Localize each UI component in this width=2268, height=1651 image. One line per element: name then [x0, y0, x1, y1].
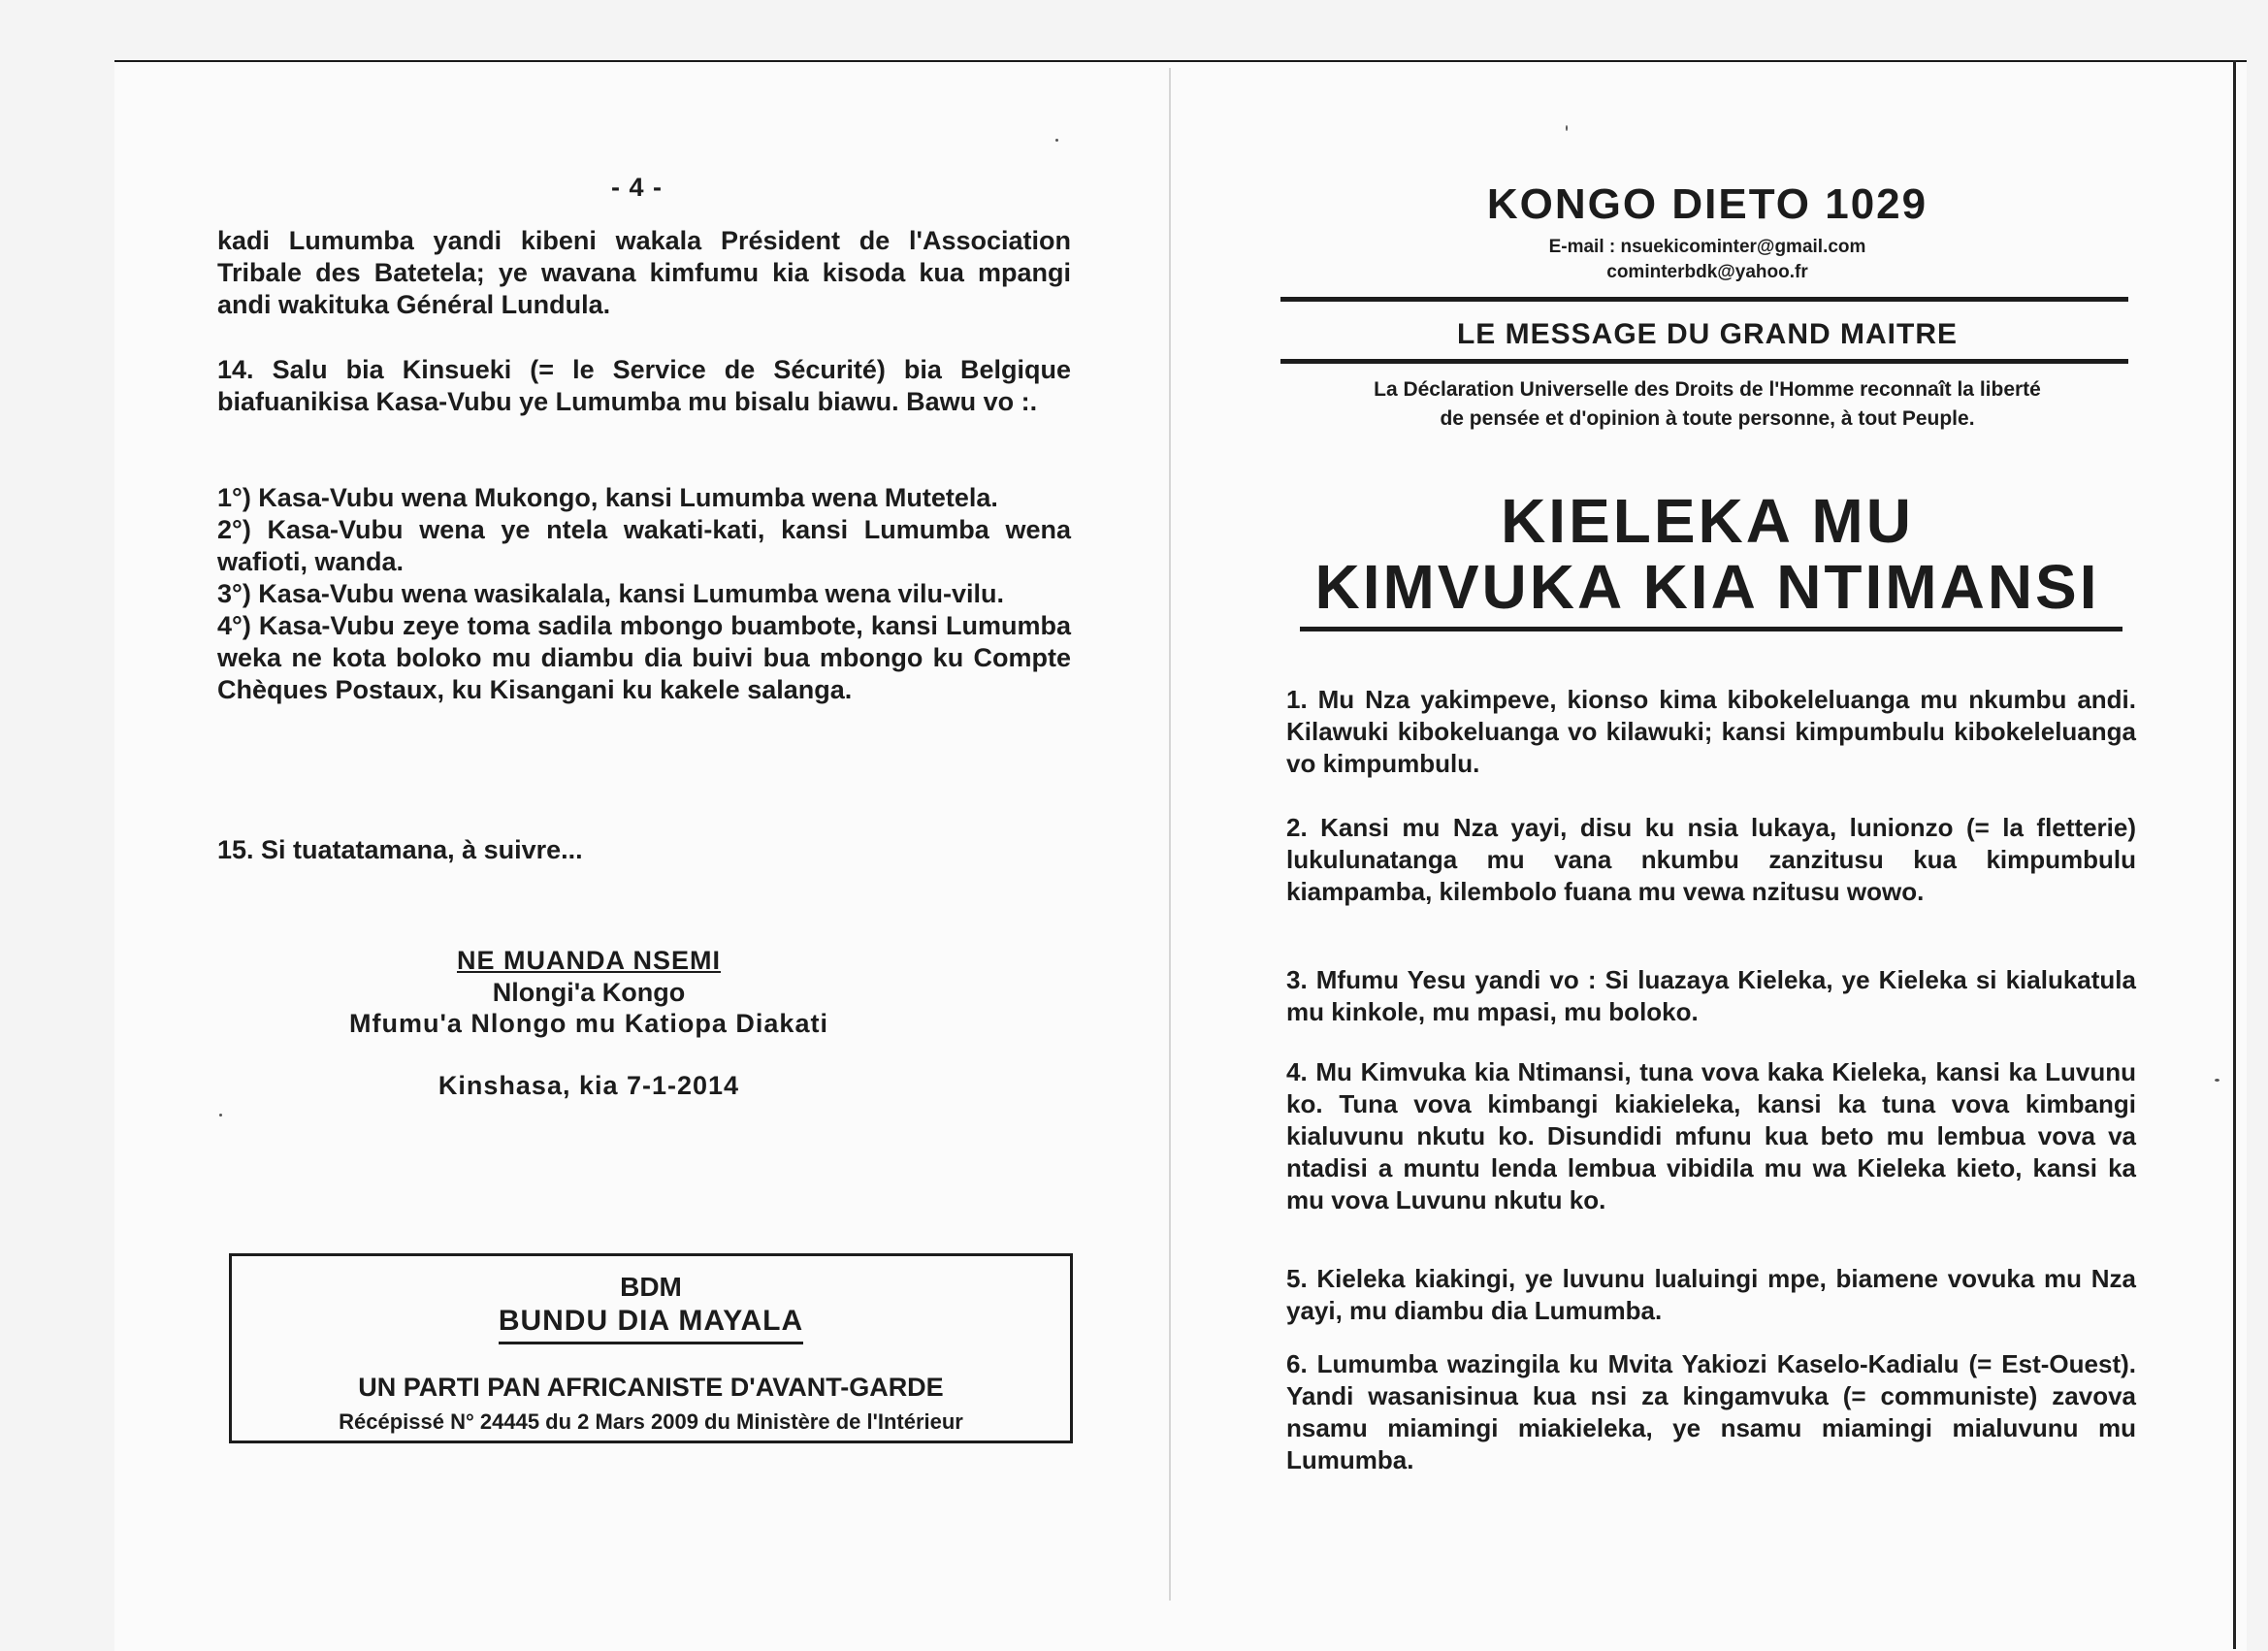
scan-speck: [219, 1114, 222, 1117]
bdm-name-wrap: [232, 1305, 1070, 1344]
masthead-rule-top: [1280, 297, 2128, 302]
scan-speck: [2215, 1079, 2219, 1082]
signature-role: Nlongi'a Kongo: [492, 978, 686, 1007]
bdm-box: [229, 1253, 1073, 1443]
paragraph-text: 2. Kansi mu Nza yayi, disu ku nsia lukaya, lunionzo (= la fletterie) lukulunatanga mu vana nkumbu zanzitusu kua kimpumbulu kiampamba, kilembolo fuana mu vewa nzitusu wowo.: [1286, 813, 2136, 906]
declaration-line-2: de pensée et d'opinion à toute personne, à tout Peuple.: [1440, 407, 1975, 430]
left-paragraph-continuation: [217, 225, 1071, 321]
paragraph-text: 14. Salu bia Kinsueki (= le Service de Sécurité) bia Belgique biafuanikisa Kasa-Vubu ye Lumumba mu bisalu biawu. Bawu vo :.: [217, 355, 1071, 416]
bdm-name: BUNDU DIA MAYALA: [499, 1305, 803, 1344]
right-paragraph-4: [1286, 1056, 2136, 1216]
right-paragraph-5: [1286, 1263, 2136, 1327]
right-paragraph-6: [1286, 1348, 2136, 1476]
bdm-party: UN PARTI PAN AFRICANISTE D'AVANT-GARDE: [358, 1373, 944, 1402]
right-paragraph-2: [1286, 812, 2136, 908]
list-item: 4°) Kasa-Vubu zeye toma sadila mbongo buambote, kansi Lumumba weka ne kota boloko mu diambu dia buivi bua mbongo ku Compte Chèques Postaux, ku Kisangani ku kakele salanga.: [217, 611, 1071, 704]
bdm-receipt: Récépissé N° 24445 du 2 Mars 2009 du Ministère de l'Intérieur: [339, 1409, 963, 1434]
page-number: - 4 -: [611, 173, 664, 202]
paragraph-text: 3. Mfumu Yesu yandi vo : Si luazaya Kieleka, ye Kieleka si kialukatula mu kinkole, mu mpasi, mu boloko.: [1286, 965, 2136, 1026]
scan-speck: [1055, 139, 1058, 142]
masthead-rule-bottom: [1280, 359, 2128, 364]
sheet-right-edge: [2233, 60, 2236, 1649]
bdm-abbr: BDM: [620, 1272, 682, 1302]
paragraph-text: 6. Lumumba wazingila ku Mvita Yakiozi Kaselo-Kadialu (= Est-Ouest). Yandi wasanisinua kua nsi za kingamvuka (= communiste) zavova nsamu miamingi miakieleka, ye nsamu miamingi mialuvunu mu Lumumba.: [1286, 1349, 2136, 1474]
list-item: 1°) Kasa-Vubu wena Mukongo, kansi Lumumba wena Mutetela.: [217, 483, 998, 512]
list-item: 2°) Kasa-Vubu wena ye ntela wakati-kati, kansi Lumumba wena wafioti, wanda.: [217, 515, 1071, 576]
right-paragraph-1: [1286, 684, 2136, 780]
email-line-1: E-mail : nsuekicominter@gmail.com: [1548, 237, 1866, 257]
page-fold: [1169, 68, 1171, 1601]
signature-date: Kinshasa, kia 7-1-2014: [437, 1071, 740, 1100]
headline-rule: [1300, 627, 2122, 631]
headline-line-2: KIMVUKA KIA NTIMANSI: [1314, 552, 2100, 622]
left-paragraph-14: [217, 354, 1071, 418]
headline-line-1: KIELEKA MU: [1501, 486, 1914, 556]
list-item: 3°) Kasa-Vubu wena wasikalala, kansi Lumumba wena vilu-vilu.: [217, 579, 1005, 608]
paragraph-text: 4. Mu Kimvuka kia Ntimansi, tuna vova kaka Kieleka, kansi ka Luvunu ko. Tuna vova kimbangi kiakieleka, kansi ka tuna vova kimbangi kialuvunu nkutu ko. Disundidi mfunu kua beto mu lembua vova va ntadisi a muntu lenda lembua vibidila mu wa Kieleka kieto, kansi ka mu vova Luvunu nkutu ko.: [1286, 1057, 2136, 1214]
declaration-line-1: La Déclaration Universelle des Droits de l'Homme reconnaît la liberté: [1374, 378, 2041, 401]
scan-speck: [1566, 125, 1568, 131]
left-list: [217, 482, 1071, 706]
signature-name: NE MUANDA NSEMI: [456, 946, 721, 975]
email-line-2: cominterbdk@yahoo.fr: [1606, 262, 1808, 282]
message-heading: LE MESSAGE DU GRAND MAITRE: [1456, 318, 1959, 350]
right-paragraph-3: [1286, 964, 2136, 1028]
paragraph-text: 15. Si tuatatamana, à suivre...: [217, 835, 583, 864]
paragraph-text: 1. Mu Nza yakimpeve, kionso kima kibokeleluanga mu nkumbu andi. Kilawuki kibokeluanga vo kilawuki; kansi kimpumbulu kibokeleluanga vo kimpumbulu.: [1286, 685, 2136, 778]
paragraph-text: kadi Lumumba yandi kibeni wakala Président de l'Association Tribale des Batetela; ye wavana kimfumu kia kisoda kua mpangi andi wakituka Général Lundula.: [217, 226, 1071, 319]
signature-title: Mfumu'a Nlongo mu Katiopa Diakati: [349, 1009, 828, 1038]
paragraph-text: 5. Kieleka kiakingi, ye luvunu lualuingi mpe, biamene vovuka mu Nza yayi, mu diambu dia Lumumba.: [1286, 1264, 2136, 1325]
newsletter-title: KONGO DIETO 1029: [1486, 180, 1928, 228]
left-paragraph-15: [217, 834, 1071, 866]
